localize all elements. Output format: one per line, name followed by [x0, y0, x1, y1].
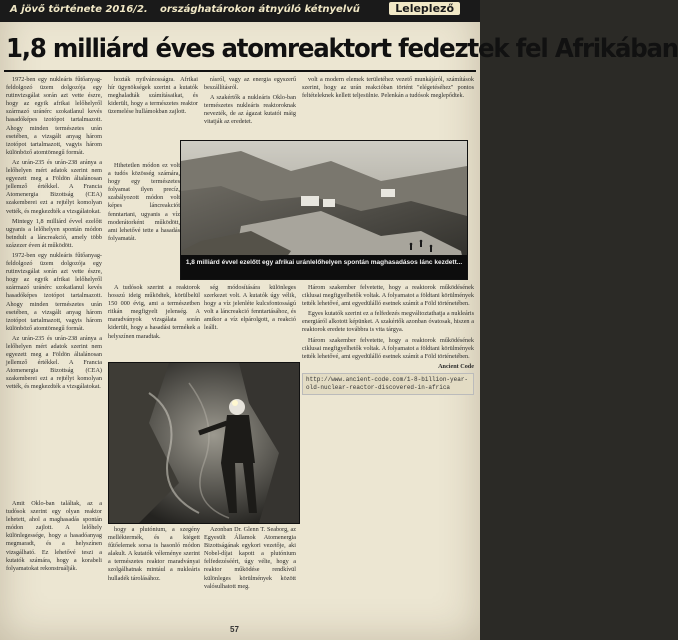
col1-intro-repeat: 1972-ben egy nukleáris fűtőanyag-feldolgozó üzem dolgozója egy rutinvizsgálat során azt vette észre, hogy az egyik afrikai lelőhelyről származó uránérc szokatlanul kevés hasadóképes izotópot tartalmazott. Ahogy minden természetes urán esetében, a vizsgált anyag három izotópot tartalmazott, vagyis három különböző atomtömegű formát. [6, 251, 102, 332]
col2-top-text: hozták nyilvánosságra. Afrikai hír ügynökségek szerint a kutatók meghaladták számításaikat, és kiderült, hogy a természetes reaktor üzemelése hullámokban zajlott. [108, 76, 198, 116]
col1-more-repeat: Az urán-235 és urán-238 aránya a lelőhelyen mért adatok szerint nem egyezett meg a Földön általánosan jellemző értékkel. A Francia Atomenergia Bizottság (CEA) szakemberei ezt a rejtélyt komolyan vették, és megkezdték a vizsgálatokat. [6, 334, 102, 391]
col1-cont: Mintegy 1,8 milliárd évvel ezelőtt ugyanis a lelőhelyen spontán módon beindult a láncreakció, amely több százezer éven át működött. [6, 217, 102, 249]
mid-right-text: ség módosítására különleges szerkezet volt. A kutatók úgy vélik, hogy a víz jelenléte kulcsfontosságú volt a láncreakció fenntartásához, és amikor a víz elpárolgott, a reakció leállt. [204, 284, 296, 332]
col4-end-text: Egyes kutatók szerint ez a felfedezés megváltoztathatja a nukleáris energiáról alkotott képünket. A szakértők azonban óvatosak, hiszen a reaktorok eredete továbbra is vita tárgya. [302, 310, 474, 334]
series-label: A jövő története 2016/2. [10, 4, 148, 15]
col4-mid-text: Három szakember felvetette, hogy a reaktorok működésének ciklusai megfigyelhetők voltak. A folyamatot a földtani körülmények tették lehetővé, ami egyedülálló esetnek számít a Föld történetében. [302, 284, 474, 308]
column-2-lower [108, 284, 200, 358]
bottom-left-text: Amit Oklo-ban találtak, az a tudósok szerint egy olyan reaktor lehetett, ahol a maghasadás spontán módon zajlott. A lelőhely különlegessége, hogy a hasadóanyag megmaradt, és a helyszínen vizsgálható. Ez lehetővé teszi a kutatók számára, hogy a korabeli folyamatokat rekonstruálják. [6, 500, 102, 572]
column-2-bottom [108, 526, 200, 620]
column-2-mid [108, 162, 180, 282]
column-3-bottom [204, 526, 296, 620]
column-1 [6, 76, 102, 496]
uranium-mine-photo [180, 140, 468, 280]
column-3-lower [204, 284, 296, 358]
col3-top-text: rásról, vagy az energia egyszerű beszállításról. [204, 76, 296, 92]
publication-label: országhatárokon átnyúló kétnyelvű [160, 4, 360, 15]
col4-mid-repeat: Három szakember felvetette, hogy a reaktorok működésének ciklusai megfigyelhetők voltak. A folyamatot a földtani körülmények tették lehetővé, ami egyedülálló esetnek számít a Föld történetében. [302, 336, 474, 360]
col4-top-text: volt a modern elemek területéhez vezető munkájáról, számítások szerint, hogy az urán reakcióban történt "elégetéséhez" pontos feltételeknek kellett teljesülnie. Pelenkán a tudósok meglepődtek. [302, 76, 474, 100]
bottom-mid-text: hogy a plutónium, a szegény melléktermék, és a kiégett fűtőelemek sorsa is hasonló módon alakult. A kutatók véleménye szerint a természetes reaktor maradványai szolgálhatnak mintául a nukleáris hulladék tárolásához. [108, 526, 200, 582]
column-4-lower [302, 284, 474, 554]
col2-mid-text: Hihetetlen módon ez volt a tudós közösség számára, hogy egy természetes folyamat ilyen precíz, szabályozott módon volt képes láncreakciót fenntartani, ugyanis a víz moderátorként működött, ami lehetővé tette a hasadás folyamatát. [108, 162, 180, 242]
cave-researcher-photo [108, 362, 300, 524]
col1-more: Az urán-235 és urán-238 aránya a lelőhelyen mért adatok szerint nem egyezett meg a Földön általánosan jellemző értékkel. A Francia Atomenergia Bizottság (CEA) szakemberei ezt a rejtélyt komolyan vették, és megkezdték a vizsgálatokat. [6, 158, 102, 215]
column-1-bottom [6, 500, 102, 620]
column-4-top [302, 76, 474, 136]
col1-intro: 1972-ben egy nukleáris fűtőanyag-feldolgozó üzem dolgozója egy rutinvizsgálat során azt vette észre, hogy az egyik afrikai lelőhelyről származó uránérc szokatlanul kevés hasadóképes izotópot tartalmazott. Ahogy minden természetes urán esetében, a vizsgált anyag három izotópot tartalmazott, vagyis három különböző atomtömegű formát. [6, 76, 102, 156]
col3-mid-text: A szakértők a nukleáris Oklo-ban természetes nukleáris reaktoroknak nevezték, de az ágazat kutatói máig vitatják az eredetet. [204, 94, 296, 126]
page-header [0, 0, 480, 22]
headline-rule [4, 70, 476, 72]
column-3-top [204, 76, 296, 136]
article-headline: 1,8 milliárd éves atomreaktort fedeztek fel Afrikában [6, 34, 678, 64]
bottom-right-text: Azonban Dr. Glenn T. Seaborg, az Egyesült Államok Atomenergia Bizottságának egykori vezetője, aki Nobel-díjat kapott a plutónium felfedezéséért, úgy vélte, hogy a reaktor működése rendkívül különleges körülmények között valósulhatott meg. [204, 526, 296, 590]
mid-left-text: A tudósok szerint a reaktorok hosszú ideig működtek, körülbelül 150 000 évig, ami a természetben ritkán megfigyelt jelenség. A maradványok vizsgálata során kiderült, hogy a hasadási termékek a helyszínen maradtak. [108, 284, 200, 340]
page-number: 57 [230, 625, 239, 634]
section-label: Leleplező [389, 2, 460, 15]
mine-photo-caption: 1,8 milliárd évvel ezelőtt egy afrikai uránlelőhelyen spontán maghasadásos lánc kezdett... [181, 255, 467, 279]
article-signature: Ancient Code [438, 362, 474, 370]
cave-illustration [109, 363, 299, 523]
source-url[interactable]: http://www.ancient-code.com/1-8-billion-year-old-nuclear-reactor-discovered-in-africa [302, 373, 474, 395]
